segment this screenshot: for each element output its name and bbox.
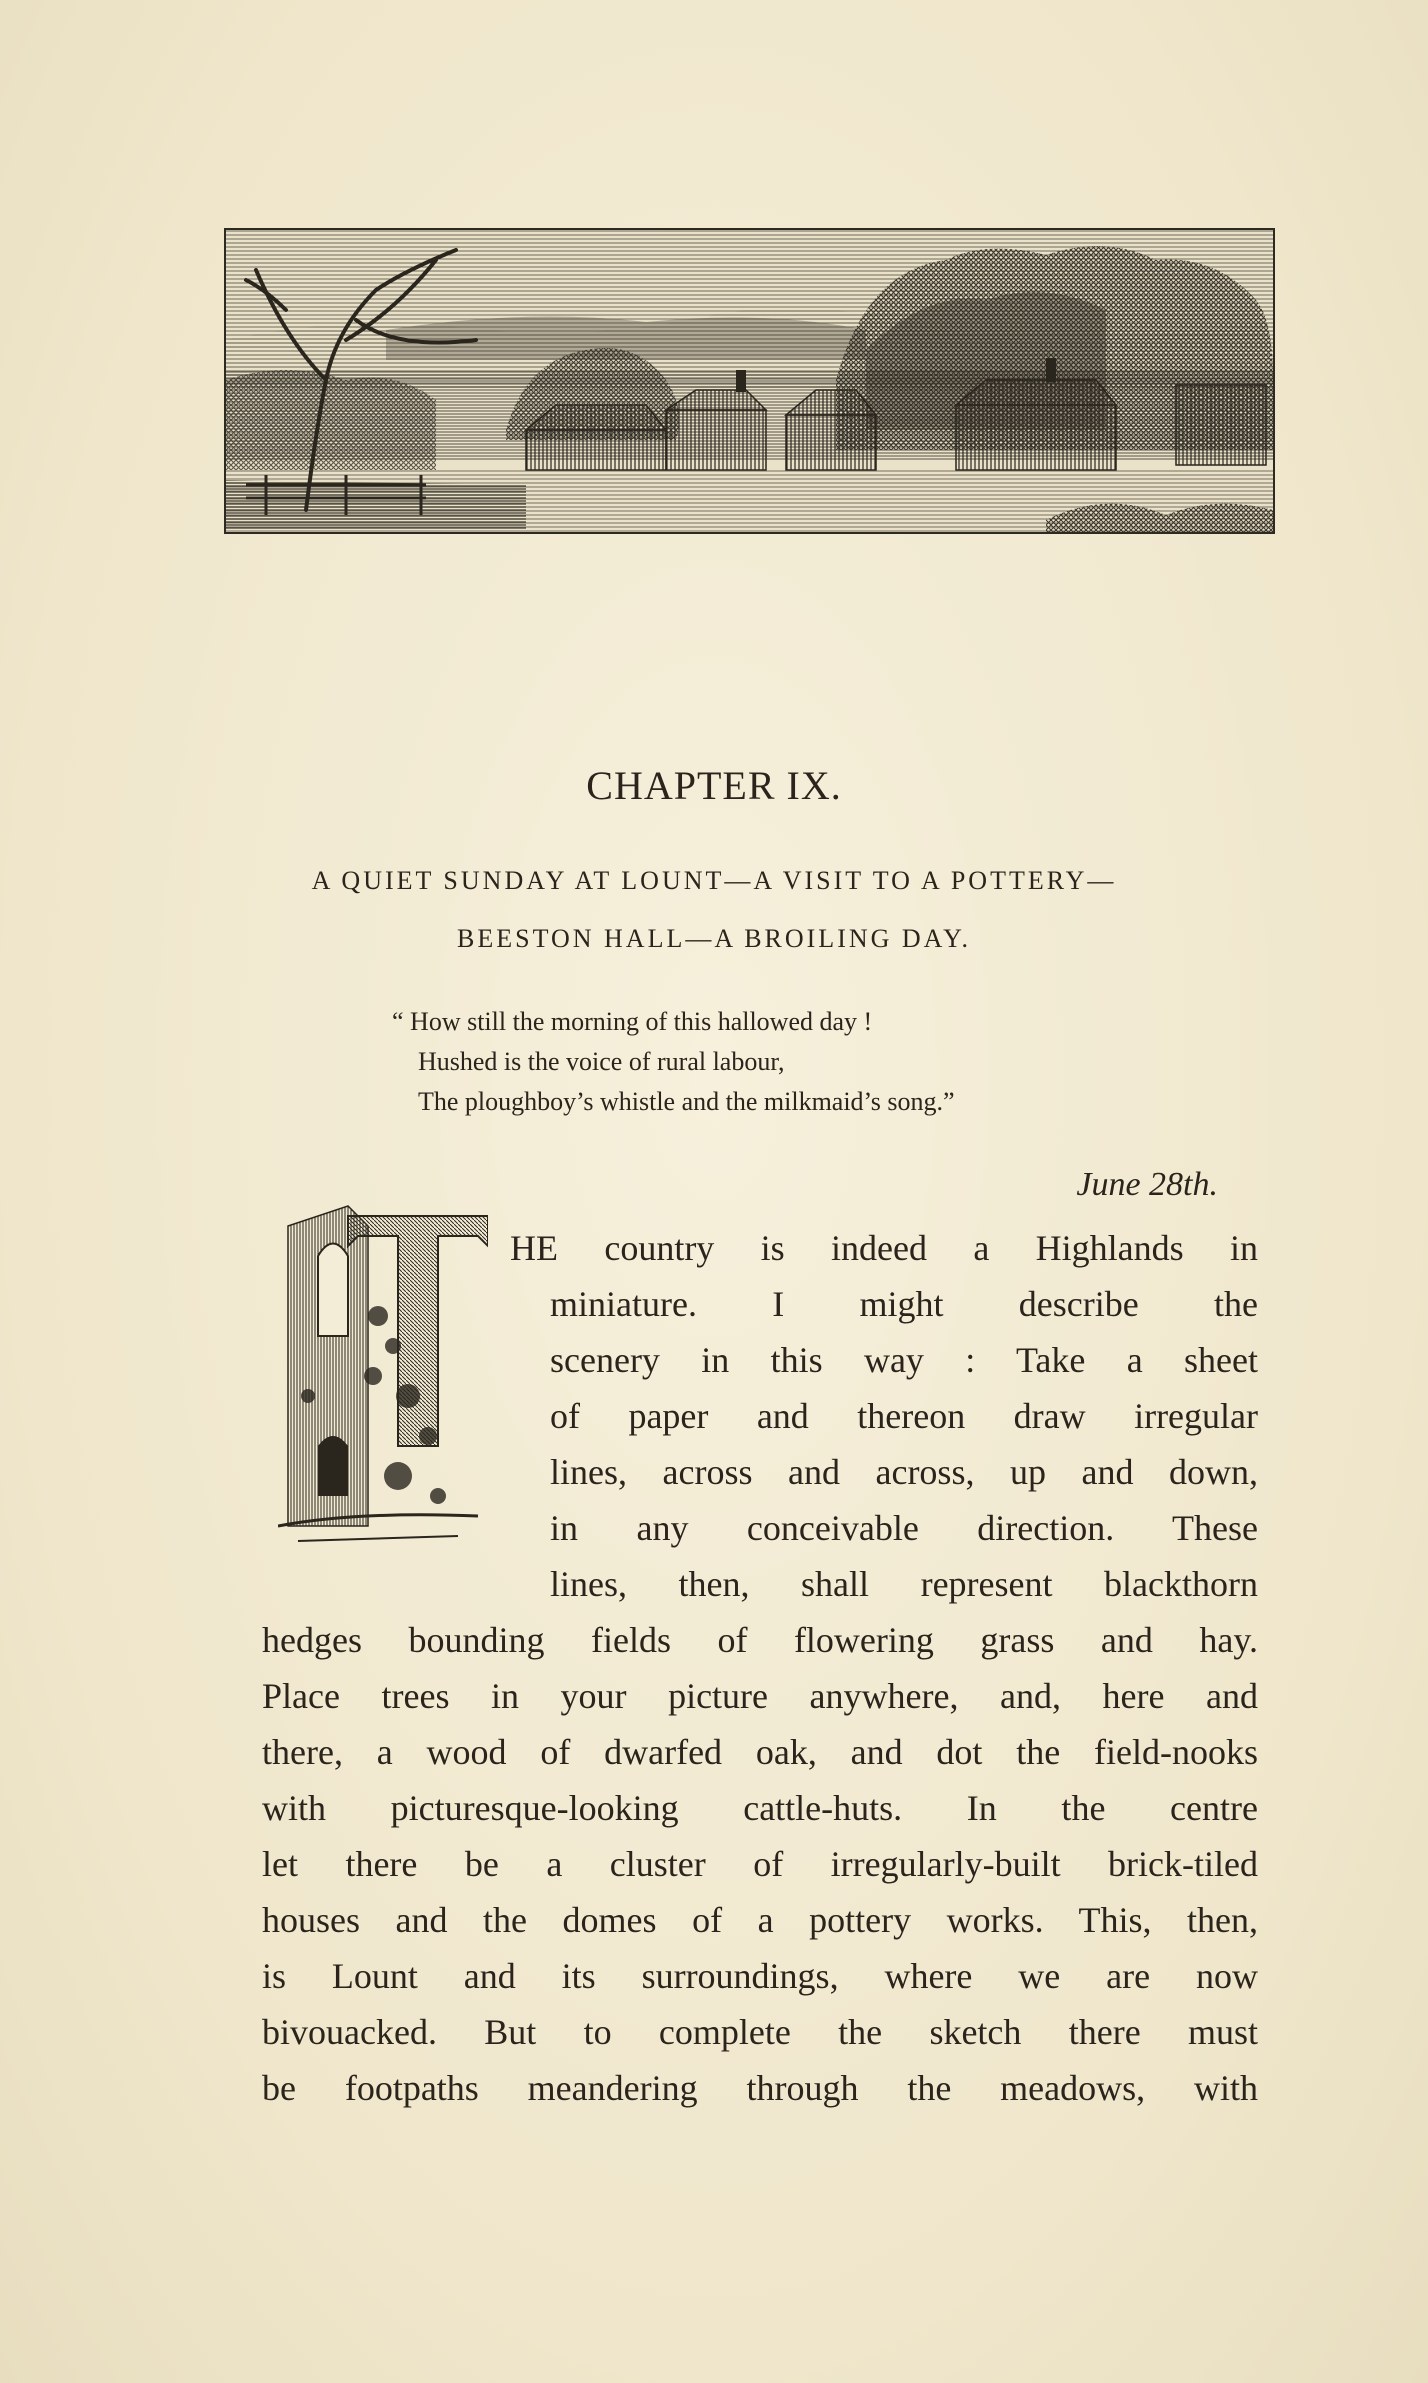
- chapter-subtitle-line-2: BEESTON HALL—A BROILING DAY.: [457, 924, 971, 953]
- dropcap-ruin-illustration: [278, 1196, 488, 1576]
- body-line-10: there, a wood of dwarfed oak, and dot the field-nooks: [262, 1732, 1258, 1772]
- epigraph-line-2: Hushed is the voice of rural labour,: [418, 1047, 785, 1076]
- body-line-1: HE country is indeed a Highlands in: [510, 1228, 1258, 1268]
- body-line-12: let there be a cluster of irregularly-built brick-tiled: [262, 1844, 1258, 1884]
- body-line-2: miniature. I might describe the: [550, 1284, 1258, 1324]
- epigraph: [392, 1002, 955, 1122]
- epigraph-line-3: The ploughboy’s whistle and the milkmaid’s song.”: [418, 1087, 955, 1116]
- village-landscape-engraving: [224, 228, 1275, 534]
- body-line-4: of paper and thereon draw irregular: [550, 1396, 1258, 1436]
- body-line-15: bivouacked. But to complete the sketch there must: [262, 2012, 1258, 2052]
- body-line-6: in any conceivable direction. These: [550, 1508, 1258, 1548]
- body-line-16: be footpaths meandering through the meadows, with: [262, 2068, 1258, 2108]
- chapter-subtitle-line-1: A QUIET SUNDAY AT LOUNT—A VISIT TO A POTTERY—: [311, 866, 1117, 895]
- body-line-7: lines, then, shall represent blackthorn: [550, 1564, 1258, 1604]
- body-line-8: hedges bounding fields of flowering grass and hay.: [262, 1620, 1258, 1660]
- body-line-11: with picturesque-looking cattle-huts. In the centre: [262, 1788, 1258, 1828]
- epigraph-line-1: “ How still the morning of this hallowed day !: [392, 1007, 873, 1036]
- body-line-9: Place trees in your picture anywhere, and, here and: [262, 1676, 1258, 1716]
- body-line-5: lines, across and across, up and down,: [550, 1452, 1258, 1492]
- body-line-14: is Lount and its surroundings, where we are now: [262, 1956, 1258, 1996]
- chapter-title: CHAPTER IX.: [586, 763, 842, 808]
- body-line-13: houses and the domes of a pottery works. This, then,: [262, 1900, 1258, 1940]
- body-line-3: scenery in this way : Take a sheet: [550, 1340, 1258, 1380]
- entry-date: June 28th.: [1076, 1166, 1218, 1203]
